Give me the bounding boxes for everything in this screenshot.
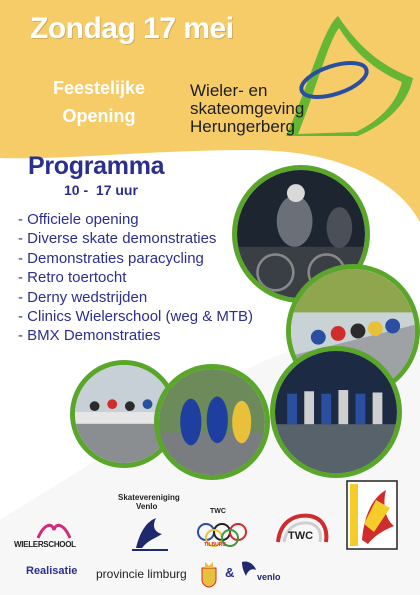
venue-line2: skateomgeving (190, 99, 305, 118)
realisatie-label: Realisatie (26, 565, 78, 577)
photo-group-riders (270, 346, 402, 478)
skate-logo-line2: Venlo (136, 502, 158, 511)
program-item: - Diverse skate demonstraties (18, 230, 217, 248)
photo-skaters (154, 364, 270, 480)
twc-small-label: TWC (210, 508, 226, 515)
twc-large-label: TWC (288, 530, 314, 542)
wielerschool-emblem-icon (34, 520, 74, 540)
tilburg-label: TILBURG (204, 542, 227, 548)
venue-line3: Herungerberg (190, 117, 295, 136)
ampersand-label: & (225, 565, 235, 580)
limburg-crest-icon (200, 560, 218, 588)
venlo-logo-icon (240, 558, 258, 580)
venue-line1: Wieler- en (190, 81, 268, 100)
provincie-label: provincie limburg (96, 567, 187, 581)
program-item: - BMX Demonstraties (18, 327, 161, 345)
program-title: Programma (28, 152, 165, 180)
skate-logo-line1: Skatevereniging (118, 493, 180, 502)
program-list (18, 210, 253, 346)
event-date: Zondag 17 mei (30, 12, 234, 45)
program-item: - Demonstraties paracycling (18, 249, 204, 267)
venlo-label: venlo (257, 572, 281, 582)
skater-icon (128, 512, 174, 552)
subtitle-line2: Opening (62, 106, 136, 126)
program-time: 10 - 17 uur (64, 182, 138, 198)
bmx-club-logo (346, 480, 398, 550)
twc-tilburg-logo (192, 508, 262, 552)
wielerschool-label: WIELERSCHOOL (14, 540, 76, 549)
wielerschool-logo (14, 520, 96, 550)
subtitle-line1: Feestelijke (52, 78, 146, 98)
program-item: - Retro toertocht (18, 269, 127, 287)
program-item: - Officiele opening (18, 211, 139, 228)
program-item: - Clinics Wielerschool (weg & MTB) (18, 307, 254, 325)
program-item: - Derny wedstrijden (18, 288, 148, 306)
